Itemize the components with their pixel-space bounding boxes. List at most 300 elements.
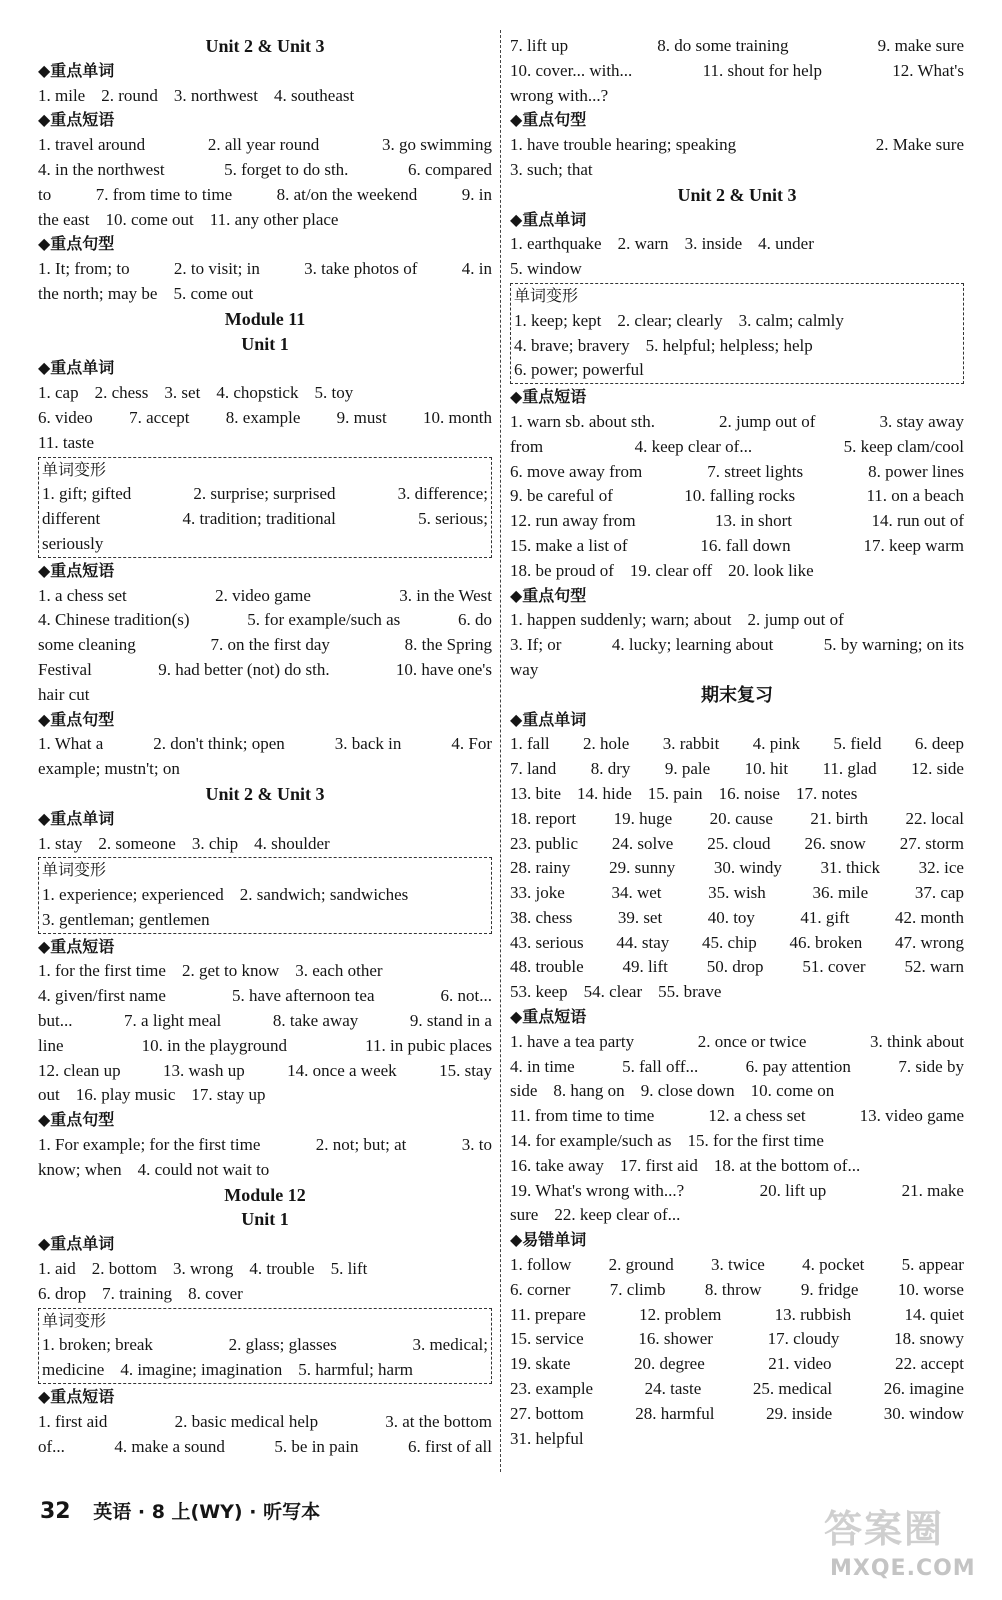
answer-row <box>510 1427 964 1452</box>
answer-item: 30. windy <box>713 858 782 878</box>
answer-item: 10. in the playground <box>141 1035 288 1055</box>
answer-item: 2. sandwich; sandwiches <box>239 885 409 905</box>
answer-row <box>42 1333 488 1358</box>
answer-item: 6. compared <box>407 159 492 179</box>
answer-item: 2. clear; clearly <box>617 310 723 330</box>
word-forms-box <box>38 457 492 558</box>
answer-item: 14. run out of <box>871 511 964 531</box>
answer-item: 15. for the first time <box>687 1131 824 1151</box>
answer-row <box>38 1410 492 1435</box>
answer-row <box>42 532 488 557</box>
answer-item: 15. pain <box>647 783 703 803</box>
answer-item: 4. imagine; imagination <box>120 1360 283 1380</box>
answer-row <box>38 1034 492 1059</box>
answer-item: 4. pink <box>752 734 800 754</box>
answer-row <box>38 133 492 158</box>
answer-row <box>510 881 964 906</box>
answer-row <box>38 158 492 183</box>
section-heading: ◆重点短语 <box>38 560 115 580</box>
answer-item: 1. earthquake <box>510 234 602 254</box>
answer-item: 14. for example/such as <box>510 1131 672 1151</box>
answer-item: 3. set <box>164 383 201 403</box>
answer-item: 14. hide <box>577 783 632 803</box>
answer-item: 4. southeast <box>273 85 355 105</box>
answer-item: 4. under <box>758 234 814 254</box>
answer-item: 2. round <box>101 85 158 105</box>
answer-row <box>510 410 964 435</box>
right-column <box>510 34 964 1451</box>
answer-item: 6. first of all <box>407 1436 492 1456</box>
answer-item: 29. sunny <box>609 858 676 878</box>
answer-row <box>38 683 492 708</box>
answer-item: the north; may be <box>38 283 158 303</box>
answer-item: some cleaning <box>38 635 136 655</box>
answer-item: 23. public <box>510 833 578 853</box>
book-title: 英语 · 8 上(WY) · 听写本 <box>93 1501 321 1523</box>
answer-item: 5. serious; <box>418 509 488 529</box>
answer-row <box>510 133 964 158</box>
answer-item: 19. skate <box>510 1354 571 1374</box>
answer-item: 6. pay attention <box>745 1056 851 1076</box>
box-heading: 单词变形 <box>514 285 579 305</box>
section-heading: ◆重点短语 <box>510 1007 587 1027</box>
answer-item: 3. take photos of <box>304 259 418 279</box>
answer-item: 16. play music <box>75 1085 176 1105</box>
answer-item: 13. rubbish <box>774 1304 852 1324</box>
answer-item: 4. could not wait to <box>137 1159 270 1179</box>
answer-item: 5. field <box>833 734 882 754</box>
answer-row <box>38 633 492 658</box>
answer-row <box>38 832 492 857</box>
answer-item: 4. brave; bravery <box>514 335 630 355</box>
answer-item: 17. stay up <box>191 1085 266 1105</box>
answer-item: 28. rainy <box>510 858 571 878</box>
answer-item: 8. the Spring <box>404 635 492 655</box>
answer-row <box>514 334 960 359</box>
answer-item: 1. a chess set <box>38 585 127 605</box>
answer-item: 7. training <box>102 1283 173 1303</box>
answer-row <box>42 908 488 933</box>
answer-item: 2. surprise; surprised <box>193 484 336 504</box>
answer-item: 44. stay <box>616 932 670 952</box>
answer-row <box>38 282 492 307</box>
answer-item: 53. keep <box>510 982 568 1002</box>
answer-item: 8. do some training <box>657 36 789 55</box>
answer-item: 12. problem <box>639 1304 722 1324</box>
answer-item: 7. a light meal <box>124 1011 222 1031</box>
answer-row <box>38 84 492 109</box>
answer-item: 18. snowy <box>894 1329 964 1349</box>
answer-item: 15. stay <box>439 1060 492 1080</box>
answer-item: 13. wash up <box>163 1060 245 1080</box>
answer-item: 11. taste <box>38 432 95 452</box>
answer-item: 18. report <box>510 808 577 828</box>
answer-item: 8. dry <box>590 759 631 779</box>
answer-row <box>510 257 964 282</box>
answer-item: 9. be careful of <box>510 486 613 506</box>
answer-item: 7. from time to time <box>95 184 233 204</box>
answer-item: 5. for example/such as <box>247 610 401 630</box>
answer-item: 4. keep clear of... <box>634 436 753 456</box>
answer-item: 7. lift up <box>510 36 569 55</box>
section-heading: ◆易错单词 <box>510 1230 587 1250</box>
answer-row <box>510 1030 964 1055</box>
answer-item: 2. someone <box>98 833 176 853</box>
answer-row <box>510 832 964 857</box>
answer-item: 5. window <box>510 259 582 279</box>
answer-row <box>510 1253 964 1278</box>
answer-item: 3. go swimming <box>381 135 492 155</box>
answer-item: 19. huge <box>613 808 673 828</box>
answer-item: 22. keep clear of... <box>554 1205 681 1225</box>
answer-item: 5. toy <box>314 383 354 403</box>
answer-item: 8. power lines <box>868 461 964 481</box>
watermark-text: 答案圈 <box>824 1507 945 1551</box>
answer-row <box>510 1203 964 1228</box>
answer-item: 3. at the bottom <box>385 1411 492 1431</box>
answer-item: 5. be in pain <box>274 1436 359 1456</box>
word-forms-box <box>38 857 492 933</box>
answer-item: 9. had better (not) do sth. <box>158 659 330 679</box>
section-heading: ◆重点短语 <box>38 1387 115 1407</box>
answer-row <box>42 1358 488 1383</box>
answer-item: 1. fall <box>510 734 550 754</box>
answer-item: 26. imagine <box>883 1379 964 1399</box>
box-heading: 单词变形 <box>42 860 107 880</box>
answer-item: 1. warn sb. about sth. <box>510 411 655 431</box>
answer-item: 31. thick <box>820 858 880 878</box>
answer-item: 5. lift <box>330 1259 368 1279</box>
answer-item: out <box>38 1085 60 1105</box>
answer-row <box>510 1352 964 1377</box>
answer-row <box>38 608 492 633</box>
answer-item: 4. tradition; traditional <box>182 509 336 529</box>
answer-item: 7. accept <box>129 407 190 427</box>
answer-item: 41. gift <box>800 907 850 927</box>
answer-item: 2. Make sure <box>875 135 964 155</box>
answer-item: 17. notes <box>795 783 858 803</box>
answer-row <box>38 1158 492 1183</box>
answer-item: Festival <box>38 659 92 679</box>
answer-row <box>38 1083 492 1108</box>
answer-item: 2. jump out of <box>719 411 816 431</box>
answer-item: 27. bottom <box>510 1403 584 1423</box>
answer-item: 2. chess <box>94 383 149 403</box>
answer-row <box>38 406 492 431</box>
answer-item: 1. for the first time <box>38 961 166 981</box>
answer-item: 2. glass; glasses <box>228 1335 337 1355</box>
answer-row <box>510 435 964 460</box>
answer-item: 10. worse <box>897 1279 964 1299</box>
answer-item: 1. aid <box>38 1259 76 1279</box>
answer-item: 9. make sure <box>877 36 964 55</box>
answer-row <box>510 460 964 485</box>
answer-item: 12. clean up <box>38 1060 121 1080</box>
answer-item: 16. take away <box>510 1155 604 1175</box>
answer-item: 39. set <box>617 907 663 927</box>
answer-row <box>38 984 492 1009</box>
answer-item: 22. accept <box>895 1354 964 1374</box>
answer-item: of... <box>38 1436 65 1456</box>
answer-item: 6. move away from <box>510 461 643 481</box>
answer-item: 18. at the bottom of... <box>713 1155 861 1175</box>
answer-row <box>510 856 964 881</box>
answer-item: 26. snow <box>804 833 866 853</box>
answer-item: 10. cover... with... <box>510 60 633 80</box>
answer-item: 12. run away from <box>510 511 636 531</box>
answer-item: 47. wrong <box>895 932 964 952</box>
answer-item: 2. hole <box>583 734 630 754</box>
section-title: Unit 1 <box>241 1209 289 1230</box>
answer-item: 1. It; from; to <box>38 259 130 279</box>
answer-item: 17. first aid <box>619 1155 698 1175</box>
answer-item: 3. think about <box>870 1031 964 1051</box>
answer-item: 3. calm; calmly <box>738 310 844 330</box>
answer-row <box>510 980 964 1005</box>
answer-item: 52. warn <box>904 957 964 977</box>
answer-item: 5. helpful; helpless; help <box>645 335 813 355</box>
answer-item: 2. jump out of <box>747 610 844 630</box>
answer-item: 6. deep <box>914 734 964 754</box>
answer-item: 5. fall off... <box>622 1056 699 1076</box>
answer-item: 11. glad <box>822 759 877 779</box>
answer-item: 16. shower <box>638 1329 713 1349</box>
section-heading: ◆重点句型 <box>38 709 115 729</box>
answer-row <box>510 509 964 534</box>
answer-item: 49. lift <box>622 957 668 977</box>
answer-item: 12. a chess set <box>708 1106 806 1126</box>
answer-item: 1. experience; experienced <box>42 885 224 905</box>
answer-item: 16. noise <box>718 783 780 803</box>
answer-item: from <box>510 436 544 456</box>
answer-item: 42. month <box>895 907 964 927</box>
answer-item: 3. each other <box>295 961 383 981</box>
answer-item: 5. appear <box>901 1255 964 1275</box>
answer-row <box>42 507 488 532</box>
section-title: Module 11 <box>224 308 306 329</box>
answer-item: 9. close down <box>640 1081 735 1101</box>
answer-item: 3. If; or <box>510 635 562 655</box>
answer-item: 12. side <box>911 759 964 779</box>
answer-item: 1. travel around <box>38 135 146 155</box>
answer-row <box>514 358 960 383</box>
answer-item: different <box>42 509 101 529</box>
answer-item: seriously <box>42 533 104 553</box>
answer-item: 15. service <box>510 1329 584 1349</box>
answer-item: 9. fridge <box>800 1279 859 1299</box>
section-title: Unit 2 & Unit 3 <box>205 783 325 804</box>
answer-item: 5. harmful; harm <box>298 1360 413 1380</box>
answer-item: 32. ice <box>918 858 964 878</box>
answer-row <box>510 158 964 183</box>
answer-item: 4. trouble <box>249 1259 315 1279</box>
answer-item: 27. storm <box>899 833 964 853</box>
answer-item: 2. basic medical help <box>174 1411 319 1431</box>
answer-item: 17. cloudy <box>767 1329 840 1349</box>
answer-item: 24. solve <box>611 833 674 853</box>
section-title: Unit 2 & Unit 3 <box>205 36 325 56</box>
answer-row <box>510 1327 964 1352</box>
answer-item: 11. any other place <box>209 209 339 229</box>
answer-item: 11. in pubic places <box>365 1035 492 1055</box>
answer-item: line <box>38 1035 64 1055</box>
answer-item: 13. video game <box>859 1106 964 1126</box>
answer-item: 14. once a week <box>287 1060 397 1080</box>
answer-item: 25. medical <box>752 1379 833 1399</box>
answer-row <box>510 906 964 931</box>
answer-item: 20. cause <box>709 808 773 828</box>
answer-item: 1. mile <box>38 85 86 105</box>
answer-row <box>510 534 964 559</box>
answer-row <box>510 633 964 658</box>
answer-item: 34. wet <box>611 883 662 903</box>
answer-item: 3. rabbit <box>662 734 720 754</box>
answer-row <box>38 431 492 456</box>
answer-item: 11. from time to time <box>510 1106 655 1126</box>
answer-item: 55. brave <box>658 982 722 1002</box>
answer-item: 3. northwest <box>173 85 258 105</box>
answer-item: 1. first aid <box>38 1411 108 1431</box>
answer-row <box>38 1059 492 1084</box>
answer-item: 2. all year round <box>207 135 320 155</box>
answer-item: 8. take away <box>272 1011 359 1031</box>
answer-item: 9. stand in a <box>409 1011 492 1031</box>
answer-row <box>38 381 492 406</box>
answer-item: 2. get to know <box>181 961 280 981</box>
answer-item: 19. What's wrong with...? <box>510 1180 685 1200</box>
answer-item: but... <box>38 1011 73 1031</box>
section-heading: ◆重点单词 <box>38 1234 115 1254</box>
answer-item: 21. birth <box>810 808 868 828</box>
answer-item: 8. at/on the weekend <box>276 184 418 204</box>
answer-item: 40. toy <box>707 907 755 927</box>
answer-row <box>38 757 492 782</box>
answer-item: 9. pale <box>664 759 711 779</box>
answer-row <box>510 1179 964 1204</box>
answer-item: 1. stay <box>38 833 83 853</box>
section-heading: ◆重点单词 <box>38 358 115 378</box>
answer-item: 20. look like <box>728 560 814 580</box>
answer-row <box>38 1257 492 1282</box>
answer-row <box>38 584 492 609</box>
answer-row <box>510 658 964 683</box>
section-heading: ◆重点句型 <box>510 585 587 605</box>
answer-item: 45. chip <box>702 932 757 952</box>
answer-item: 21. video <box>768 1354 832 1374</box>
section-heading: ◆重点短语 <box>38 110 115 130</box>
box-heading: 单词变形 <box>42 1310 107 1330</box>
answer-item: 4. chopstick <box>216 383 299 403</box>
answer-item: wrong with...? <box>510 85 609 105</box>
answer-item: 1. keep; kept <box>514 310 602 330</box>
section-heading: ◆重点单词 <box>38 808 115 828</box>
answer-item: 9. must <box>336 407 387 427</box>
answer-item: 6. drop <box>38 1283 87 1303</box>
answer-row <box>510 1129 964 1154</box>
answer-item: 43. serious <box>510 932 584 952</box>
box-heading: 单词变形 <box>42 459 107 479</box>
answer-item: 15. make a list of <box>510 535 628 555</box>
section-title: 期末复习 <box>701 684 773 705</box>
answer-item: 54. clear <box>583 982 643 1002</box>
answer-row <box>38 959 492 984</box>
watermark-logo <box>822 1498 984 1588</box>
answer-item: 3. medical; <box>412 1335 488 1355</box>
answer-item: 1. What a <box>38 734 104 754</box>
section-title: Unit 1 <box>241 333 289 354</box>
answer-item: 4. in time <box>510 1056 575 1076</box>
section-heading: ◆重点短语 <box>510 387 587 407</box>
answer-item: to <box>38 184 52 204</box>
answer-item: 6. not... <box>440 986 492 1006</box>
watermark-url: MXQE.COM <box>830 1556 976 1581</box>
answer-row <box>510 484 964 509</box>
answer-item: 8. throw <box>704 1279 762 1299</box>
answer-item: 7. on the first day <box>210 635 330 655</box>
answer-item: 3. gentleman; gentlemen <box>42 909 210 929</box>
answer-row <box>510 955 964 980</box>
answer-item: 12. What's <box>892 60 964 80</box>
answer-item: 11. shout for help <box>702 60 822 80</box>
answer-row <box>510 807 964 832</box>
answer-item: 37. cap <box>914 883 964 903</box>
answer-item: 29. inside <box>766 1403 833 1423</box>
answer-item: medicine <box>42 1360 105 1380</box>
section-heading: ◆重点单词 <box>510 709 587 729</box>
answer-item: 2. not; but; at <box>315 1135 407 1155</box>
answer-item: 3. such; that <box>510 159 593 179</box>
section-title: Unit 2 & Unit 3 <box>677 184 797 205</box>
answer-item: 3. chip <box>191 833 239 853</box>
answer-row <box>510 782 964 807</box>
answer-item: 10. come out <box>105 209 194 229</box>
answer-item: 4. in the northwest <box>38 159 165 179</box>
section-title: Module 12 <box>224 1184 306 1205</box>
answer-item: 2. don't think; open <box>153 734 285 754</box>
answer-item: way <box>510 659 539 679</box>
answer-item: 4. make a sound <box>114 1436 225 1456</box>
answer-item: 2. warn <box>617 234 669 254</box>
answer-item: 2. once or twice <box>697 1031 807 1051</box>
answer-row <box>42 883 488 908</box>
answer-item: 8. hang on <box>553 1081 625 1101</box>
answer-item: 7. land <box>510 759 557 779</box>
answer-row <box>38 1282 492 1307</box>
answer-item: 1. gift; gifted <box>42 484 132 504</box>
answer-item: 9. in <box>461 184 492 204</box>
answer-item: 17. keep warm <box>863 535 964 555</box>
answer-item: 20. degree <box>633 1354 705 1374</box>
answer-row <box>38 208 492 233</box>
answer-item: the east <box>38 209 90 229</box>
answer-row <box>42 482 488 507</box>
answer-item: 8. example <box>225 407 301 427</box>
column-divider <box>500 30 501 1472</box>
answer-item: 24. taste <box>644 1379 702 1399</box>
answer-item: 7. street lights <box>707 461 804 481</box>
answer-row <box>38 183 492 208</box>
answer-item: 2. bottom <box>91 1259 157 1279</box>
answer-row <box>510 34 964 59</box>
answer-item: 1. follow <box>510 1255 572 1275</box>
answer-item: 4. in <box>461 259 492 279</box>
answer-row <box>510 1377 964 1402</box>
answer-row <box>38 658 492 683</box>
section-heading: ◆重点句型 <box>38 234 115 254</box>
answer-item: 16. fall down <box>700 535 791 555</box>
answer-item: 20. lift up <box>759 1180 827 1200</box>
answer-item: 11. prepare <box>510 1304 586 1324</box>
